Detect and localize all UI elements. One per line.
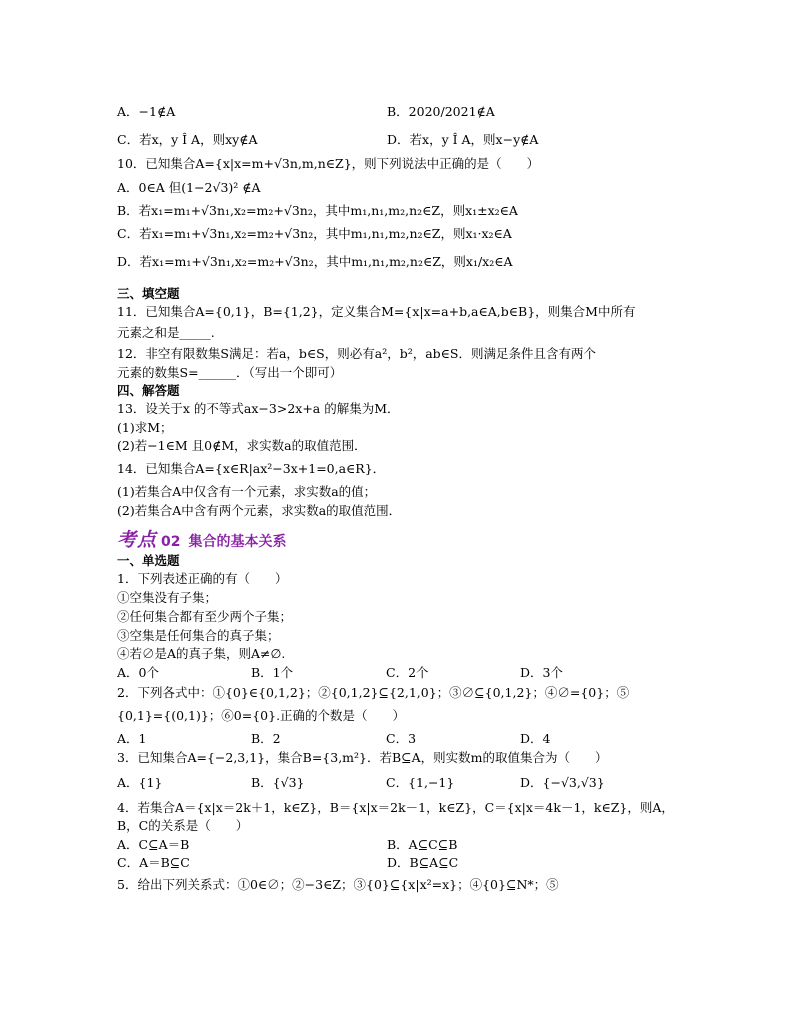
question-line: B．2020/2021∉A — [387, 104, 495, 119]
question-line: 4．若集合A＝{x|x＝2k＋1，k∈Z}，B＝{x|x＝2k－1，k∈Z}，C＝{x|x＝4k－1，k∈Z}，则A， — [117, 800, 674, 815]
question-line: D．若x₁=m₁+√3n₁,x₂=m₂+√3n₂，其中m₁,n₁,m₂,n₂∈Z，则x₁/x₂∈A — [117, 254, 513, 269]
question-line: 元素之和是_____. — [117, 325, 215, 340]
question-line: (1)求M； — [117, 420, 173, 435]
kaodian-title: 集合的基本关系 — [188, 534, 287, 550]
question-line: 3．已知集合A={−2,3,1}，集合B={3,m²}．若B⊆A，则实数m的取值集合为（ ） — [117, 750, 608, 765]
question-line: B，C的关系是（ ） — [117, 818, 249, 833]
question-line: A．{1} — [117, 775, 163, 790]
question-line: 元素的数集S=______．（写出一个即可） — [117, 365, 343, 380]
section-heading: 四、解答题 — [117, 383, 180, 398]
question-line: A．0个 — [117, 665, 159, 680]
kaodian-label: 考点 — [117, 529, 158, 551]
question-line: D．{−√3,√3} — [520, 775, 605, 790]
kaodian-heading — [117, 525, 287, 552]
question-line: C．若x₁=m₁+√3n₁,x₂=m₂+√3n₂，其中m₁,n₁,m₂,n₂∈Z，则x₁·x₂∈A — [117, 226, 512, 241]
question-line: 5．给出下列关系式：①0∈∅；②−3∈Z；③{0}⊆{x|x²=x}；④{0}⊆N*；⑤ — [117, 877, 559, 892]
question-line: 13．设关于x 的不等式ax−3>2x+a 的解集为M． — [117, 401, 400, 416]
question-line: ②任何集合都有至少两个子集； — [117, 609, 293, 624]
question-line: A．C⊆A＝B — [117, 837, 190, 852]
section-heading: 一、单选题 — [117, 553, 180, 568]
question-line: D．3个 — [520, 665, 563, 680]
question-line: B．若x₁=m₁+√3n₁,x₂=m₂+√3n₂，其中m₁,n₁,m₂,n₂∈Z，则x₁±x₂∈A — [117, 203, 518, 218]
question-line: D．4 — [520, 731, 551, 746]
question-line: C．若x，y Î A，则xy∉A — [117, 132, 258, 147]
question-line: (2)若−1∈M 且0∉M，求实数a的取值范围． — [117, 438, 367, 453]
question-line: D．B⊆A⊆C — [387, 855, 459, 870]
question-line: A．1 — [117, 731, 147, 746]
question-line: B．A⊆C⊆B — [387, 837, 458, 852]
question-line: B．1个 — [251, 665, 294, 680]
question-line: C．{1,−1} — [386, 775, 455, 790]
question-line: 14．已知集合A={x∈R|ax²−3x+1=0,a∈R}． — [117, 461, 386, 476]
question-line: A．−1∉A — [117, 104, 176, 119]
question-line: 10．已知集合A={x|x=m+√3n,m,n∈Z}，则下列说法中正确的是（ ） — [117, 156, 540, 171]
question-line: (1)若集合A中仅含有一个元素，求实数a的值； — [117, 484, 377, 499]
question-line: 11．已知集合A={0,1}，B={1,2}，定义集合M={x|x=a+b,a∈A,b∈B}，则集合M中所有 — [117, 304, 636, 319]
question-line: B．{√3} — [251, 775, 305, 790]
question-line: A．0∈A 但(1−2√3)² ∉A — [117, 180, 261, 195]
question-line: C．3 — [386, 731, 417, 746]
question-line: ①空集没有子集； — [117, 590, 218, 605]
question-line: ④若∅是A的真子集，则A≠∅. — [117, 646, 286, 661]
question-line: 2．下列各式中：①{0}∈{0,1,2}；②{0,1,2}⊆{2,1,0}；③∅⊆{0,1,2}；④∅={0}；⑤ — [117, 685, 630, 700]
question-line: B．2 — [251, 731, 281, 746]
kaodian-number: 02 — [161, 534, 181, 550]
question-line: C．2个 — [386, 665, 429, 680]
question-line: D．若x，y Î A，则x−y∉A — [387, 132, 539, 147]
question-line: ③空集是任何集合的真子集； — [117, 628, 280, 643]
question-line: (2)若集合A中含有两个元素，求实数a的取值范围． — [117, 503, 402, 518]
question-line: 1．下列表述正确的有（ ） — [117, 571, 288, 586]
question-line: 12．非空有限数集S满足：若a，b∈S，则必有a²，b²，ab∈S．则满足条件且含有两个 — [117, 346, 596, 361]
question-line: {0,1}={(0,1)}；⑥0={0}.正确的个数是（ ） — [117, 708, 406, 723]
question-line: C．A＝B⊆C — [117, 855, 190, 870]
section-heading: 三、填空题 — [117, 286, 180, 301]
